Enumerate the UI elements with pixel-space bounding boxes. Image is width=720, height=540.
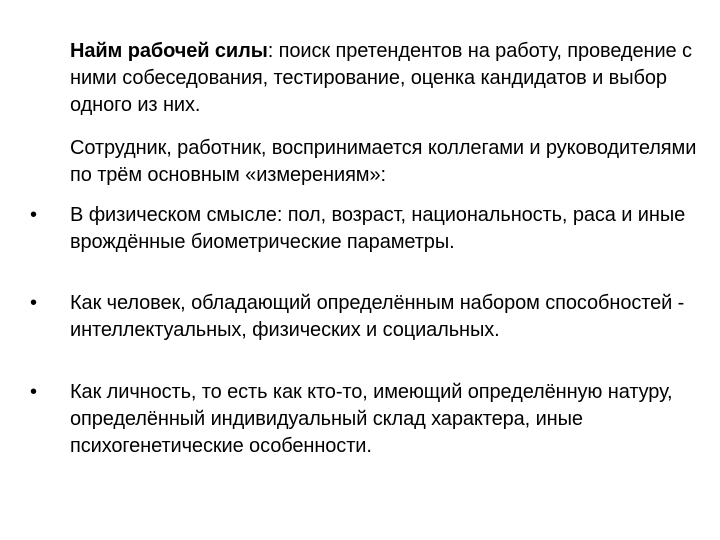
definition-paragraph (70, 38, 700, 119)
bullet-item-abilities: Как человек, обладающий определённым набором способностей - интеллектуальных, физических и социальных. (70, 292, 685, 341)
bullet-marker: • (30, 292, 38, 314)
bullet-marker: • (30, 381, 38, 403)
bullet-item-personality: Как личность, то есть как кто-то, имеющий определённую натуру, определённый индивидуальный склад характера, иные психогенетические особенности. (70, 381, 673, 457)
bullet-item-physical: В физическом смысле: пол, возраст, национальность, раса и иные врождённые биометрические параметры. (70, 204, 686, 253)
term-definition: : поиск претендентов на работу, проведение с ними собеседования, тестирование, оценка кандидатов и выбор одного из них. (70, 40, 692, 116)
bullet-marker: • (30, 204, 38, 226)
defined-term: Найм рабочей силы (70, 40, 268, 62)
lead-paragraph: Сотрудник, работник, воспринимается коллегами и руководителями по трём основным «измерениям»: (70, 137, 697, 186)
